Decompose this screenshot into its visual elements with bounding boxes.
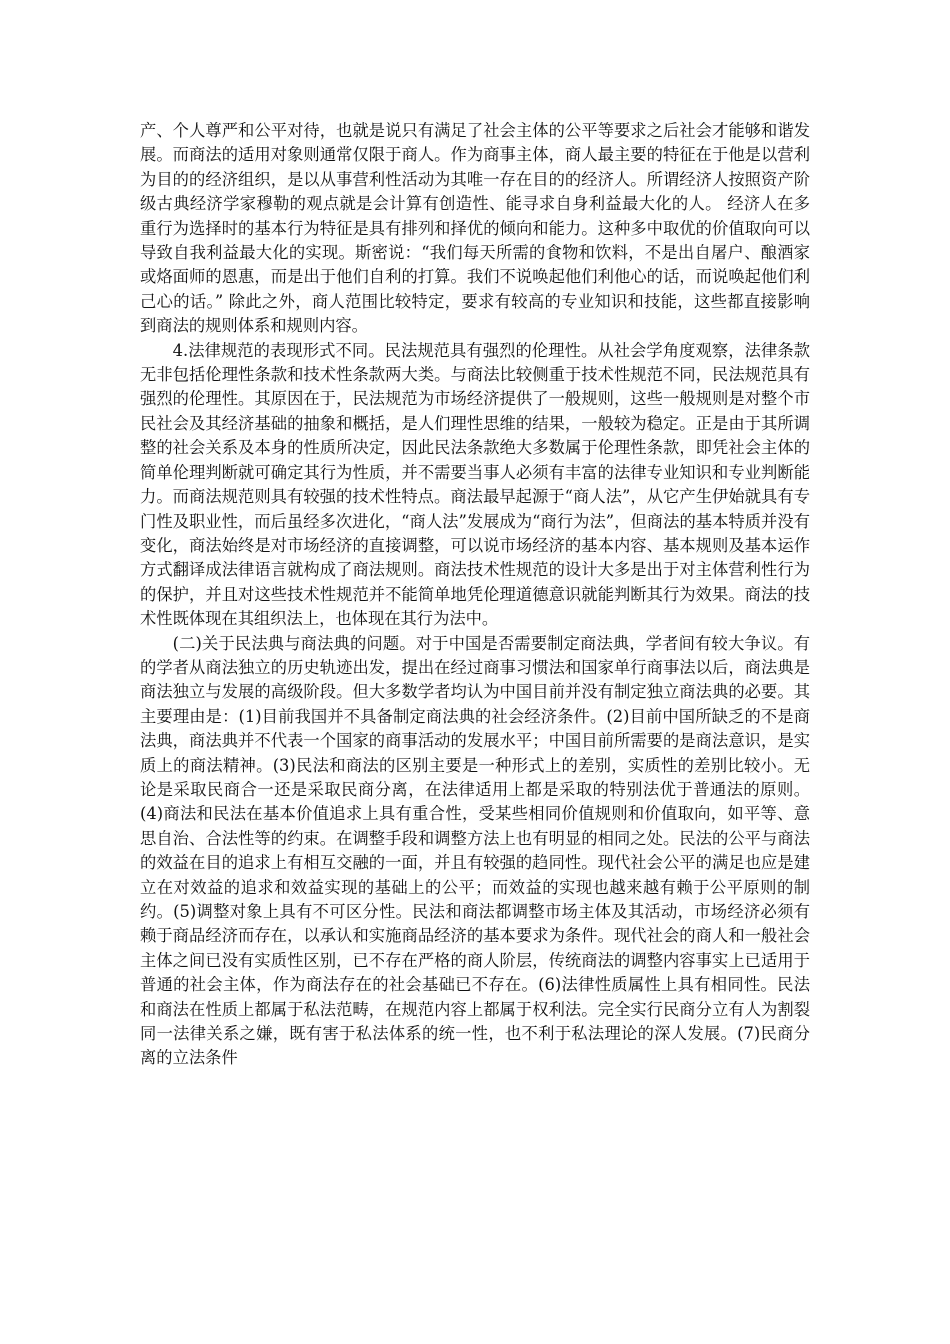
document-body [140,119,810,1071]
paragraph-1: 产、个人尊严和公平对待，也就是说只有满足了社会主体的公平等要求之后社会才能够和谐发展。而商法的适用对象则通常仅限于商人。作为商事主体，商人最主要的特征在于他是以营利为目的的经济组织，是以从事营利性活动为其唯一存在目的的经济人。所谓经济人按照资产阶级古典经济学家穆勒的观点就是会计算有创造性、能寻求自身利益最大化的人。 经济人在多重行为选择时的基本行为特征是具有排列和择优的倾向和能力。这种多中取优的价值取向可以导致自我利益最大化的实现。斯密说：“我们每天所需的食物和饮料，不是出自屠户、酿酒家或烙面师的恩惠，而是出于他们自利的打算。我们不说唤起他们利他心的话，而说唤起他们利己心的话。” 除此之外，商人范围比较特定，要求有较高的专业知识和技能，这些都直接影响到商法的规则体系和规则内容。 [140,121,810,336]
paragraph-2: 4.法律规范的表现形式不同。民法规范具有强烈的伦理性。从社会学角度观察，法律条款无非包括伦理性条款和技术性条款两大类。与商法比较侧重于技术性规范不同，民法规范具有强烈的伦理性。其原因在于，民法规范为市场经济提供了一般规则，这些一般规则是对整个市民社会及其经济基础的抽象和概括，是人们理性思维的结果，一般较为稳定。正是由于其所调整的社会关系及本身的性质所决定，因此民法条款绝大多数属于伦理性条款，即凭社会主体的简单伦理判断就可确定其行为性质，并不需要当事人必须有丰富的法律专业知识和专业判断能力。而商法规范则具有较强的技术性特点。商法最早起源于“商人法”，从它产生伊始就具有专门性及职业性，而后虽经多次进化，“商人法”发展成为“商行为法”，但商法的基本特质并没有变化，商法始终是对市场经济的直接调整，可以说市场经济的基本内容、基本规则及基本运作方式翻译成法律语言就构成了商法规则。商法技术性规范的设计大多是出于对主体营利性行为的保护，并且对这些技术性规范并不能简单地凭伦理道德意识就能判断其行为效果。商法的技术性既体现在其组织法上，也体现在其行为法中。 [140,340,810,629]
paragraph-3: (二)关于民法典与商法典的问题。对于中国是否需要制定商法典，学者间有较大争议。有的学者从商法独立的历史轨迹出发，提出在经过商事习惯法和国家单行商事法以后，商法典是商法独立与发展的高级阶段。但大多数学者均认为中国目前并没有制定独立商法典的必要。其主要理由是：(1)目前我国并不具备制定商法典的社会经济条件。(2)目前中国所缺乏的不是商法典，商法典并不代表一个国家的商事活动的发展水平；中国目前所需要的是商法意识，是实质上的商法精神。(3)民法和商法的区别主要是一种形式上的差别，实质性的差别比较小。无论是采取民商合一还是采取民商分离，在法律适用上都是采取的特别法优于普通法的原则。(4)商法和民法在基本价值追求上具有重合性，受某些相同价值规则和价值取向，如平等、意思自治、合法性等的约束。在调整手段和调整方法上也有明显的相同之处。民法的公平与商法的效益在目的追求上有相互交融的一面，并且有较强的趋同性。现代社会公平的满足也应是建立在对效益的追求和效益实现的基础上的公平；而效益的实现也越来越有赖于公平原则的制约。(5)调整对象上具有不可区分性。民法和商法都调整市场主体及其活动，市场经济必须有赖于商品经济而存在，以承认和实施商品经济的基本要求为条件。现代社会的商人和一般社会主体之间已没有实质性区别，已不存在严格的商人阶层，传统商法的调整内容事实上已适用于普通的社会主体，作为商法存在的社会基础已不存在。(6)法律性质属性上具有相同性。民法和商法在性质上都属于私法范畴，在规范内容上都属于权利法。完全实行民商分立有人为割裂同一法律关系之嫌，既有害于私法体系的统一性，也不利于私法理论的深人发展。(7)民商分离的立法条件 [140,633,810,1068]
